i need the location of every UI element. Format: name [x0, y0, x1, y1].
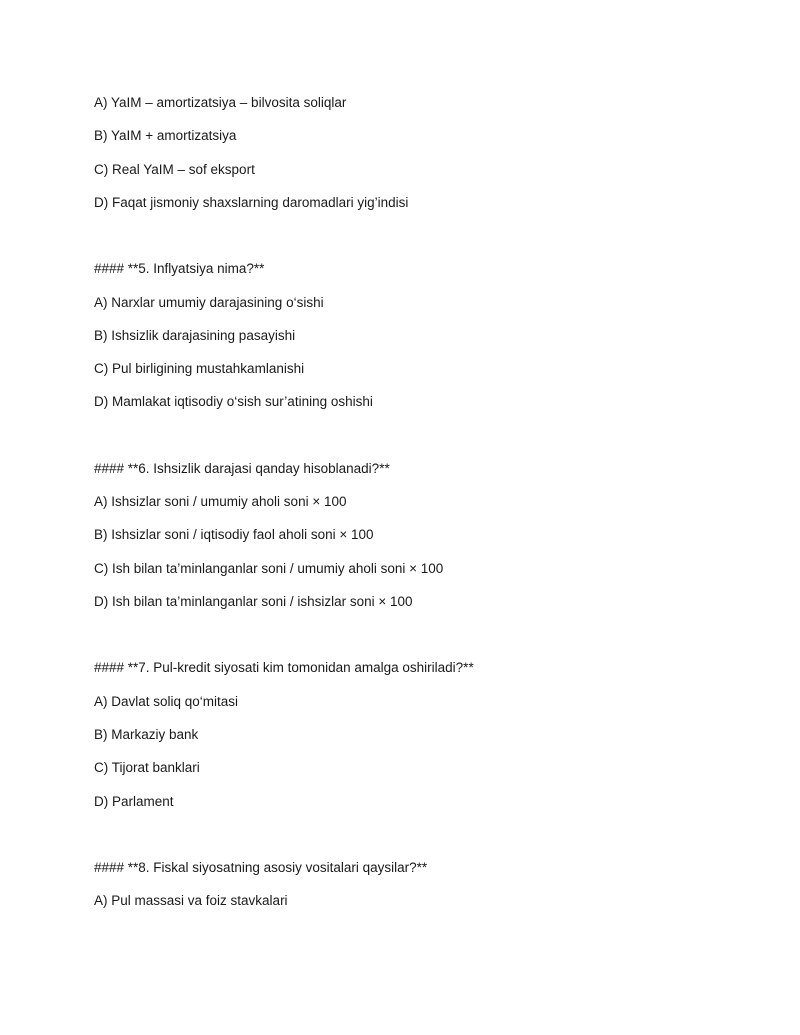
q7-option-a: A) Davlat soliq qo‘mitasi	[94, 693, 239, 709]
q6-option-b: B) Ishsizlar soni / iqtisodiy faol aholi soni × 100	[94, 527, 374, 543]
q7-heading: #### **7. Pul-kredit siyosati kim tomonidan amalga oshiriladi?**	[94, 660, 474, 676]
q4-option-d: D) Faqat jismoniy shaxslarning daromadlari yig’indisi	[94, 194, 409, 210]
q8-heading: #### **8. Fiskal siyosatning asosiy vositalari qaysilar?**	[94, 860, 428, 876]
q4-option-c: C) Real YaIM – sof eksport	[94, 161, 255, 177]
q7-option-c: C) Tijorat banklari	[94, 760, 200, 776]
section-gap	[94, 811, 800, 859]
q8-option-a: A) Pul massasi va foiz stavkalari	[94, 893, 288, 909]
q5-option-c: C) Pul birligining mustahkamlanishi	[94, 361, 305, 377]
q7-option-b: B) Markaziy bank	[94, 727, 199, 743]
q6-option-c: C) Ish bilan ta’minlanganlar soni / umumiy aholi soni × 100	[94, 560, 444, 576]
q6-option-d: D) Ish bilan ta’minlanganlar soni / ishsizlar soni × 100	[94, 594, 413, 610]
q4-option-b: B) YaIM + amortizatsiya	[94, 128, 237, 144]
q5-heading: #### **5. Inflyatsiya nima?**	[94, 261, 265, 277]
section-gap	[94, 611, 800, 659]
q4-option-a: A) YaIM – amortizatsiya – bilvosita soliqlar	[94, 95, 347, 110]
q6-option-a: A) Ishsizlar soni / umumiy aholi soni × 100	[94, 494, 347, 510]
q6-heading: #### **6. Ishsizlik darajasi qanday hisoblanadi?**	[94, 460, 390, 476]
q5-option-a: A) Narxlar umumiy darajasining o‘sishi	[94, 294, 324, 310]
q7-option-d: D) Parlament	[94, 793, 174, 809]
q5-option-b: B) Ishsizlik darajasining pasayishi	[94, 327, 296, 343]
q5-option-d: D) Mamlakat iqtisodiy o‘sish sur’atining oshishi	[94, 394, 373, 410]
section-gap	[94, 212, 800, 260]
section-gap	[94, 411, 800, 459]
